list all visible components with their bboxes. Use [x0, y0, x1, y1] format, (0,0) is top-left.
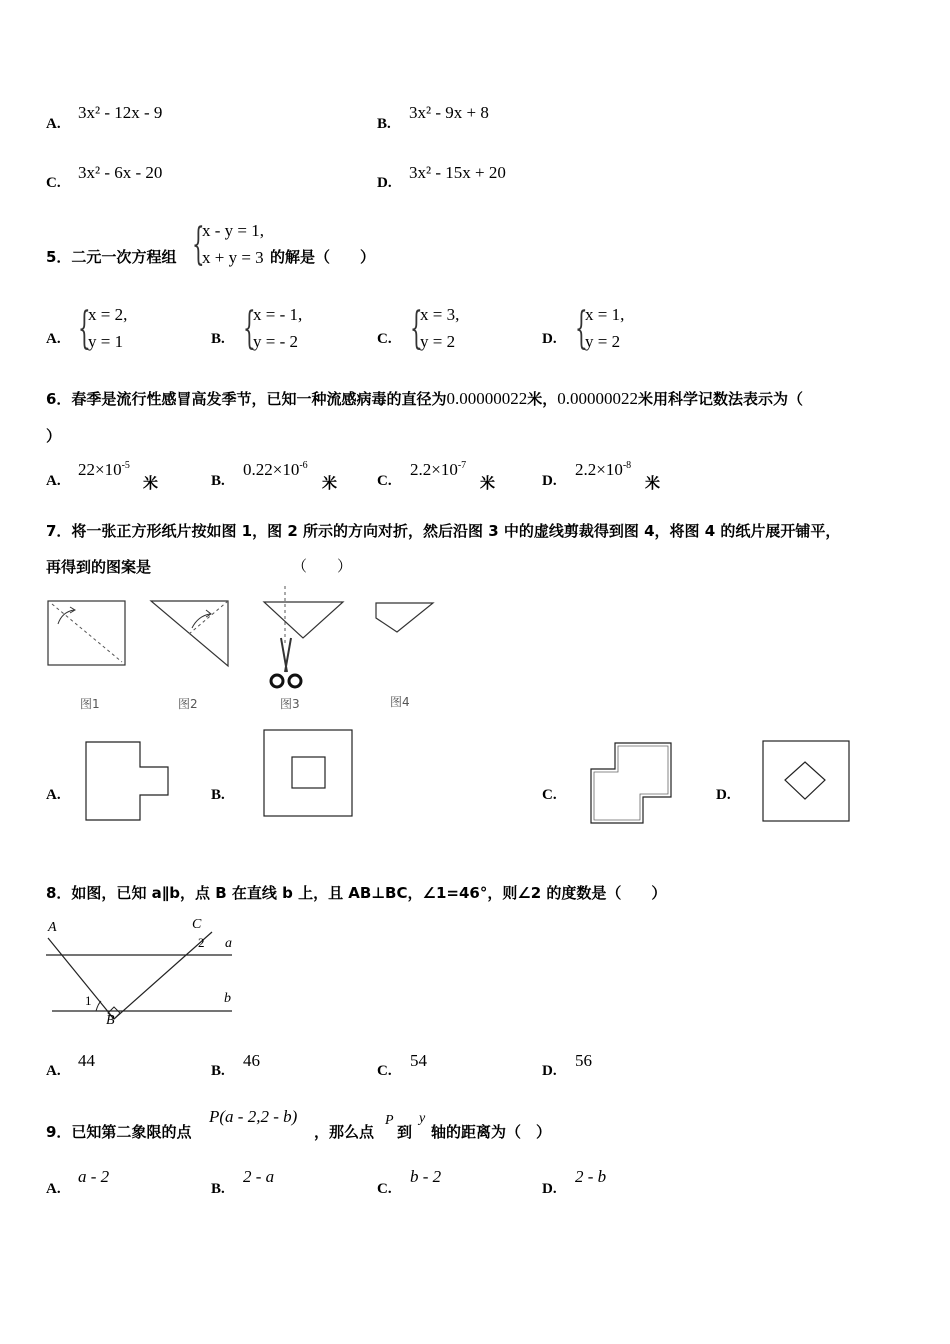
q7-option-c-label: C. — [542, 787, 557, 803]
q6-number-1: 0.00000022 — [446, 389, 528, 408]
q8-figure — [44, 918, 240, 1033]
q9-option-b-expr: 2 - a — [243, 1167, 275, 1186]
q5-option-b-line2: y = - 2 — [253, 332, 298, 351]
q5-option-d — [575, 305, 655, 361]
q5-option-a-line1: x = 2, — [88, 305, 128, 324]
q5-option-d-line2: y = 2 — [585, 332, 621, 351]
q6-option-b — [243, 460, 308, 480]
q4-option-a-label: A. — [46, 116, 61, 132]
q8-point-a: A — [48, 920, 57, 935]
q9-option-d-expr: 2 - b — [575, 1167, 607, 1186]
brace-icon: { — [78, 303, 91, 354]
q5-option-d-line1: x = 1, — [585, 305, 625, 324]
q8-angle-2: 2 — [198, 935, 205, 950]
q5-option-c-label: C. — [377, 331, 392, 347]
q8-question: 8．如图，已知 a∥b，点 B 在直线 b 上，且 AB⊥BC，∠1=46°，则∠2 的度数是（ ） — [46, 884, 667, 902]
fig1-caption: 图1 — [80, 697, 100, 711]
brace-icon: { — [243, 303, 256, 354]
brace-icon: { — [410, 303, 423, 354]
q6-text-1: 6．春季是流行性感冒高发季节，已知一种流感病毒的直径为 — [46, 390, 447, 408]
q5-option-a-label: A. — [46, 331, 61, 347]
q4-option-d-expr: 3x² - 15x + 20 — [409, 163, 506, 182]
q6-option-d-unit: 米 — [645, 474, 661, 492]
q8-line-a: a — [225, 936, 232, 951]
q7-option-d-figure — [762, 740, 852, 824]
q5-eq2: x + y = 3 — [202, 248, 264, 267]
q5-option-a — [78, 305, 158, 361]
q6-option-a-exp: -5 — [121, 460, 130, 471]
scissors-icon — [271, 638, 301, 687]
q6-option-c-label: C. — [377, 473, 392, 489]
q8-option-a-value: 44 — [78, 1051, 95, 1070]
q4-option-c-label: C. — [46, 175, 61, 191]
fig1-square — [48, 601, 125, 665]
q8-option-a-label: A. — [46, 1063, 61, 1079]
q5-prefix: 5．二元一次方程组 — [46, 248, 177, 266]
q6-option-a-base: 22×10 — [78, 460, 122, 479]
q8-option-c-label: C. — [377, 1063, 392, 1079]
q9-option-a-label: A. — [46, 1181, 61, 1197]
q4-option-a-expr: 3x² - 12x - 9 — [78, 103, 163, 122]
q6-option-d-label: D. — [542, 473, 557, 489]
q6-option-b-base: 0.22×10 — [243, 460, 300, 479]
q5-option-c-line1: x = 3, — [420, 305, 460, 324]
q6-option-a-label: A. — [46, 473, 61, 489]
q9-option-a-expr: a - 2 — [78, 1167, 110, 1186]
q7-option-b-figure — [263, 729, 355, 819]
q5-option-c — [410, 305, 490, 361]
q9-option-d-label: D. — [542, 1181, 557, 1197]
brace-icon: { — [192, 219, 205, 270]
q6-option-d-base: 2.2×10 — [575, 460, 623, 479]
q7-line1: 7．将一张正方形纸片按如图 1，图 2 所示的方向对折，然后沿图 3 中的虚线剪裁得到图 4，将图 4 的纸片展开铺平， — [46, 522, 841, 540]
fig3-caption: 图3 — [280, 697, 300, 711]
q9-suffix: 轴的距离为（ ） — [431, 1123, 552, 1141]
fig2-triangle — [151, 601, 228, 666]
q6-paren-close: ） — [46, 427, 62, 445]
q9-p: P — [385, 1113, 394, 1128]
q4-option-b-expr: 3x² - 9x + 8 — [409, 103, 489, 122]
q6-option-a — [78, 460, 130, 480]
fig4-result — [376, 603, 433, 632]
q5-option-d-label: D. — [542, 331, 557, 347]
q5-option-a-line2: y = 1 — [88, 332, 124, 351]
q7-option-a-figure — [84, 740, 174, 825]
q5-eq1: x - y = 1, — [202, 221, 264, 240]
q5-option-b-line1: x = - 1, — [253, 305, 303, 324]
q9-option-c-expr: b - 2 — [410, 1167, 442, 1186]
q6-text-3: 米用科学记数法表示为（ — [637, 390, 803, 408]
q5-equation-system — [192, 221, 282, 277]
q8-option-d-value: 56 — [575, 1051, 592, 1070]
q9-option-b-label: B. — [211, 1181, 225, 1197]
q9-point: P(a - 2,2 - b) — [209, 1107, 298, 1126]
q5-option-b — [243, 305, 323, 361]
q7-line2: 再得到的图案是 — [46, 558, 152, 576]
q9-y: y — [419, 1111, 426, 1126]
q6-option-c-unit: 米 — [480, 474, 496, 492]
q6-option-c-base: 2.2×10 — [410, 460, 458, 479]
q6-option-d — [575, 460, 631, 480]
q7-fold-figures — [46, 598, 446, 713]
fig2-caption: 图2 — [178, 697, 198, 711]
q4-option-b-label: B. — [377, 116, 391, 132]
q5-option-b-label: B. — [211, 331, 225, 347]
q6-question — [46, 388, 803, 409]
q9-mid2: 到 — [397, 1123, 413, 1141]
q8-point-b: B — [106, 1013, 115, 1028]
q6-option-c — [410, 460, 466, 480]
q6-option-b-unit: 米 — [322, 474, 338, 492]
q8-option-b-value: 46 — [243, 1051, 260, 1070]
q7-option-d-label: D. — [716, 787, 731, 803]
q6-option-b-exp: -6 — [299, 460, 308, 471]
q9-mid1: ，那么点 — [314, 1123, 375, 1141]
fig3-cut-triangle — [264, 586, 343, 644]
q6-option-b-label: B. — [211, 473, 225, 489]
q5-suffix: 的解是（ ） — [270, 248, 376, 266]
q9-option-c-label: C. — [377, 1181, 392, 1197]
q4-option-c-expr: 3x² - 6x - 20 — [78, 163, 163, 182]
q7-option-b-label: B. — [211, 787, 225, 803]
q5-option-c-line2: y = 2 — [420, 332, 456, 351]
q9-prefix: 9．已知第二象限的点 — [46, 1123, 192, 1141]
q7-option-a-label: A. — [46, 787, 61, 803]
q8-option-d-label: D. — [542, 1063, 557, 1079]
q6-option-c-exp: -7 — [457, 460, 467, 471]
q8-angle-1: 1 — [85, 993, 92, 1008]
fig4-caption: 图4 — [390, 695, 410, 709]
q7-paren: （ ） — [292, 557, 353, 575]
q4-option-d-label: D. — [377, 175, 392, 191]
q8-option-c-value: 54 — [410, 1051, 427, 1070]
brace-icon: { — [575, 303, 588, 354]
q7-option-c-figure — [588, 741, 678, 829]
q6-option-d-exp: -8 — [622, 460, 632, 471]
q6-text-2: 米， — [527, 390, 558, 408]
q6-number-2: 0.00000022 — [557, 389, 638, 408]
q8-line-b: b — [224, 991, 231, 1006]
q8-point-c: C — [192, 917, 202, 932]
q8-option-b-label: B. — [211, 1063, 225, 1079]
q6-option-a-unit: 米 — [143, 474, 159, 492]
